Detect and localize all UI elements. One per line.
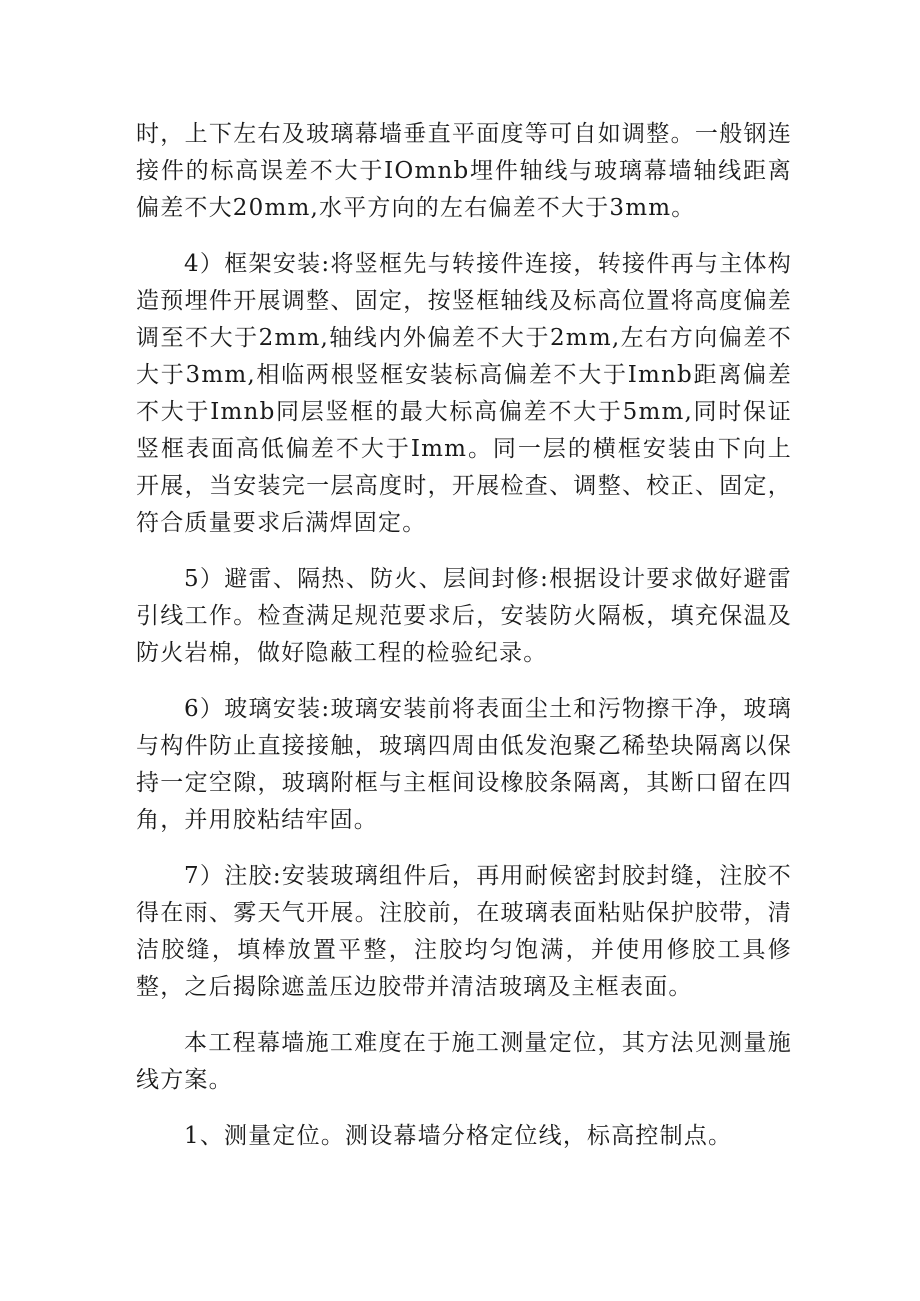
paragraph-survey-positioning: 1、测量定位。测设幕墙分格定位线，标高控制点。: [184, 1123, 733, 1149]
paragraph-frame-installation: 4）框架安装:将竖框先与转接件连接，转接件再与主体构造预埋件开展调整、固定，按竖框轴线及标高位置将高度偏差调至不大于2mm,轴线内外偏差不大于2mm,左右方向偏差不大于3mm,相临两根竖框安装标高偏差不大于Imnb距离偏差不大于Imnb同层竖框的最大标高偏差不大于5mm,同时保证竖框表面高低偏差不大于Imm。同一层的横框安装由下向上开展，当安装完一层高度时，开展检查、调整、校正、固定，符合质量要求后满焊固定。: [136, 251, 792, 536]
paragraph-glass-installation: 6）玻璃安装:玻璃安装前将表面尘土和污物擦干净，玻璃与构件防止直接接触，玻璃四周由低发泡聚乙稀垫块隔离以保持一定空隙，玻璃附框与主框间设橡胶条隔离，其断口留在四角，并用胶粘结牢固。: [136, 696, 792, 833]
paragraph-difficulty-note: 本工程幕墙施工难度在于施工测量定位，其方法见测量施线方案。: [136, 1030, 792, 1093]
paragraph-lightning-fire-sealing: 5）避雷、隔热、防火、层间封修:根据设计要求做好避雷引线工作。检查满足规范要求后，安装防火隔板，填充保温及防火岩棉，做好隐蔽工程的检验纪录。: [136, 566, 792, 666]
paragraph-sealant-injection: 7）注胶:安装玻璃组件后，再用耐候密封胶封缝，注胶不得在雨、雾天气开展。注胶前，在玻璃表面粘贴保护胶带，清洁胶缝，填棒放置平整，注胶均匀饱满，并使用修胶工具修整，之后揭除遮盖压边胶带并清洁玻璃及主框表面。: [136, 863, 792, 1000]
paragraph-continuation: 时，上下左右及玻璃幕墙垂直平面度等可自如调整。一般钢连接件的标高误差不大于IOmnb埋件轴线与玻璃幕墙轴线距离偏差不大20mm,水平方向的左右偏差不大于3mm。: [136, 121, 792, 221]
